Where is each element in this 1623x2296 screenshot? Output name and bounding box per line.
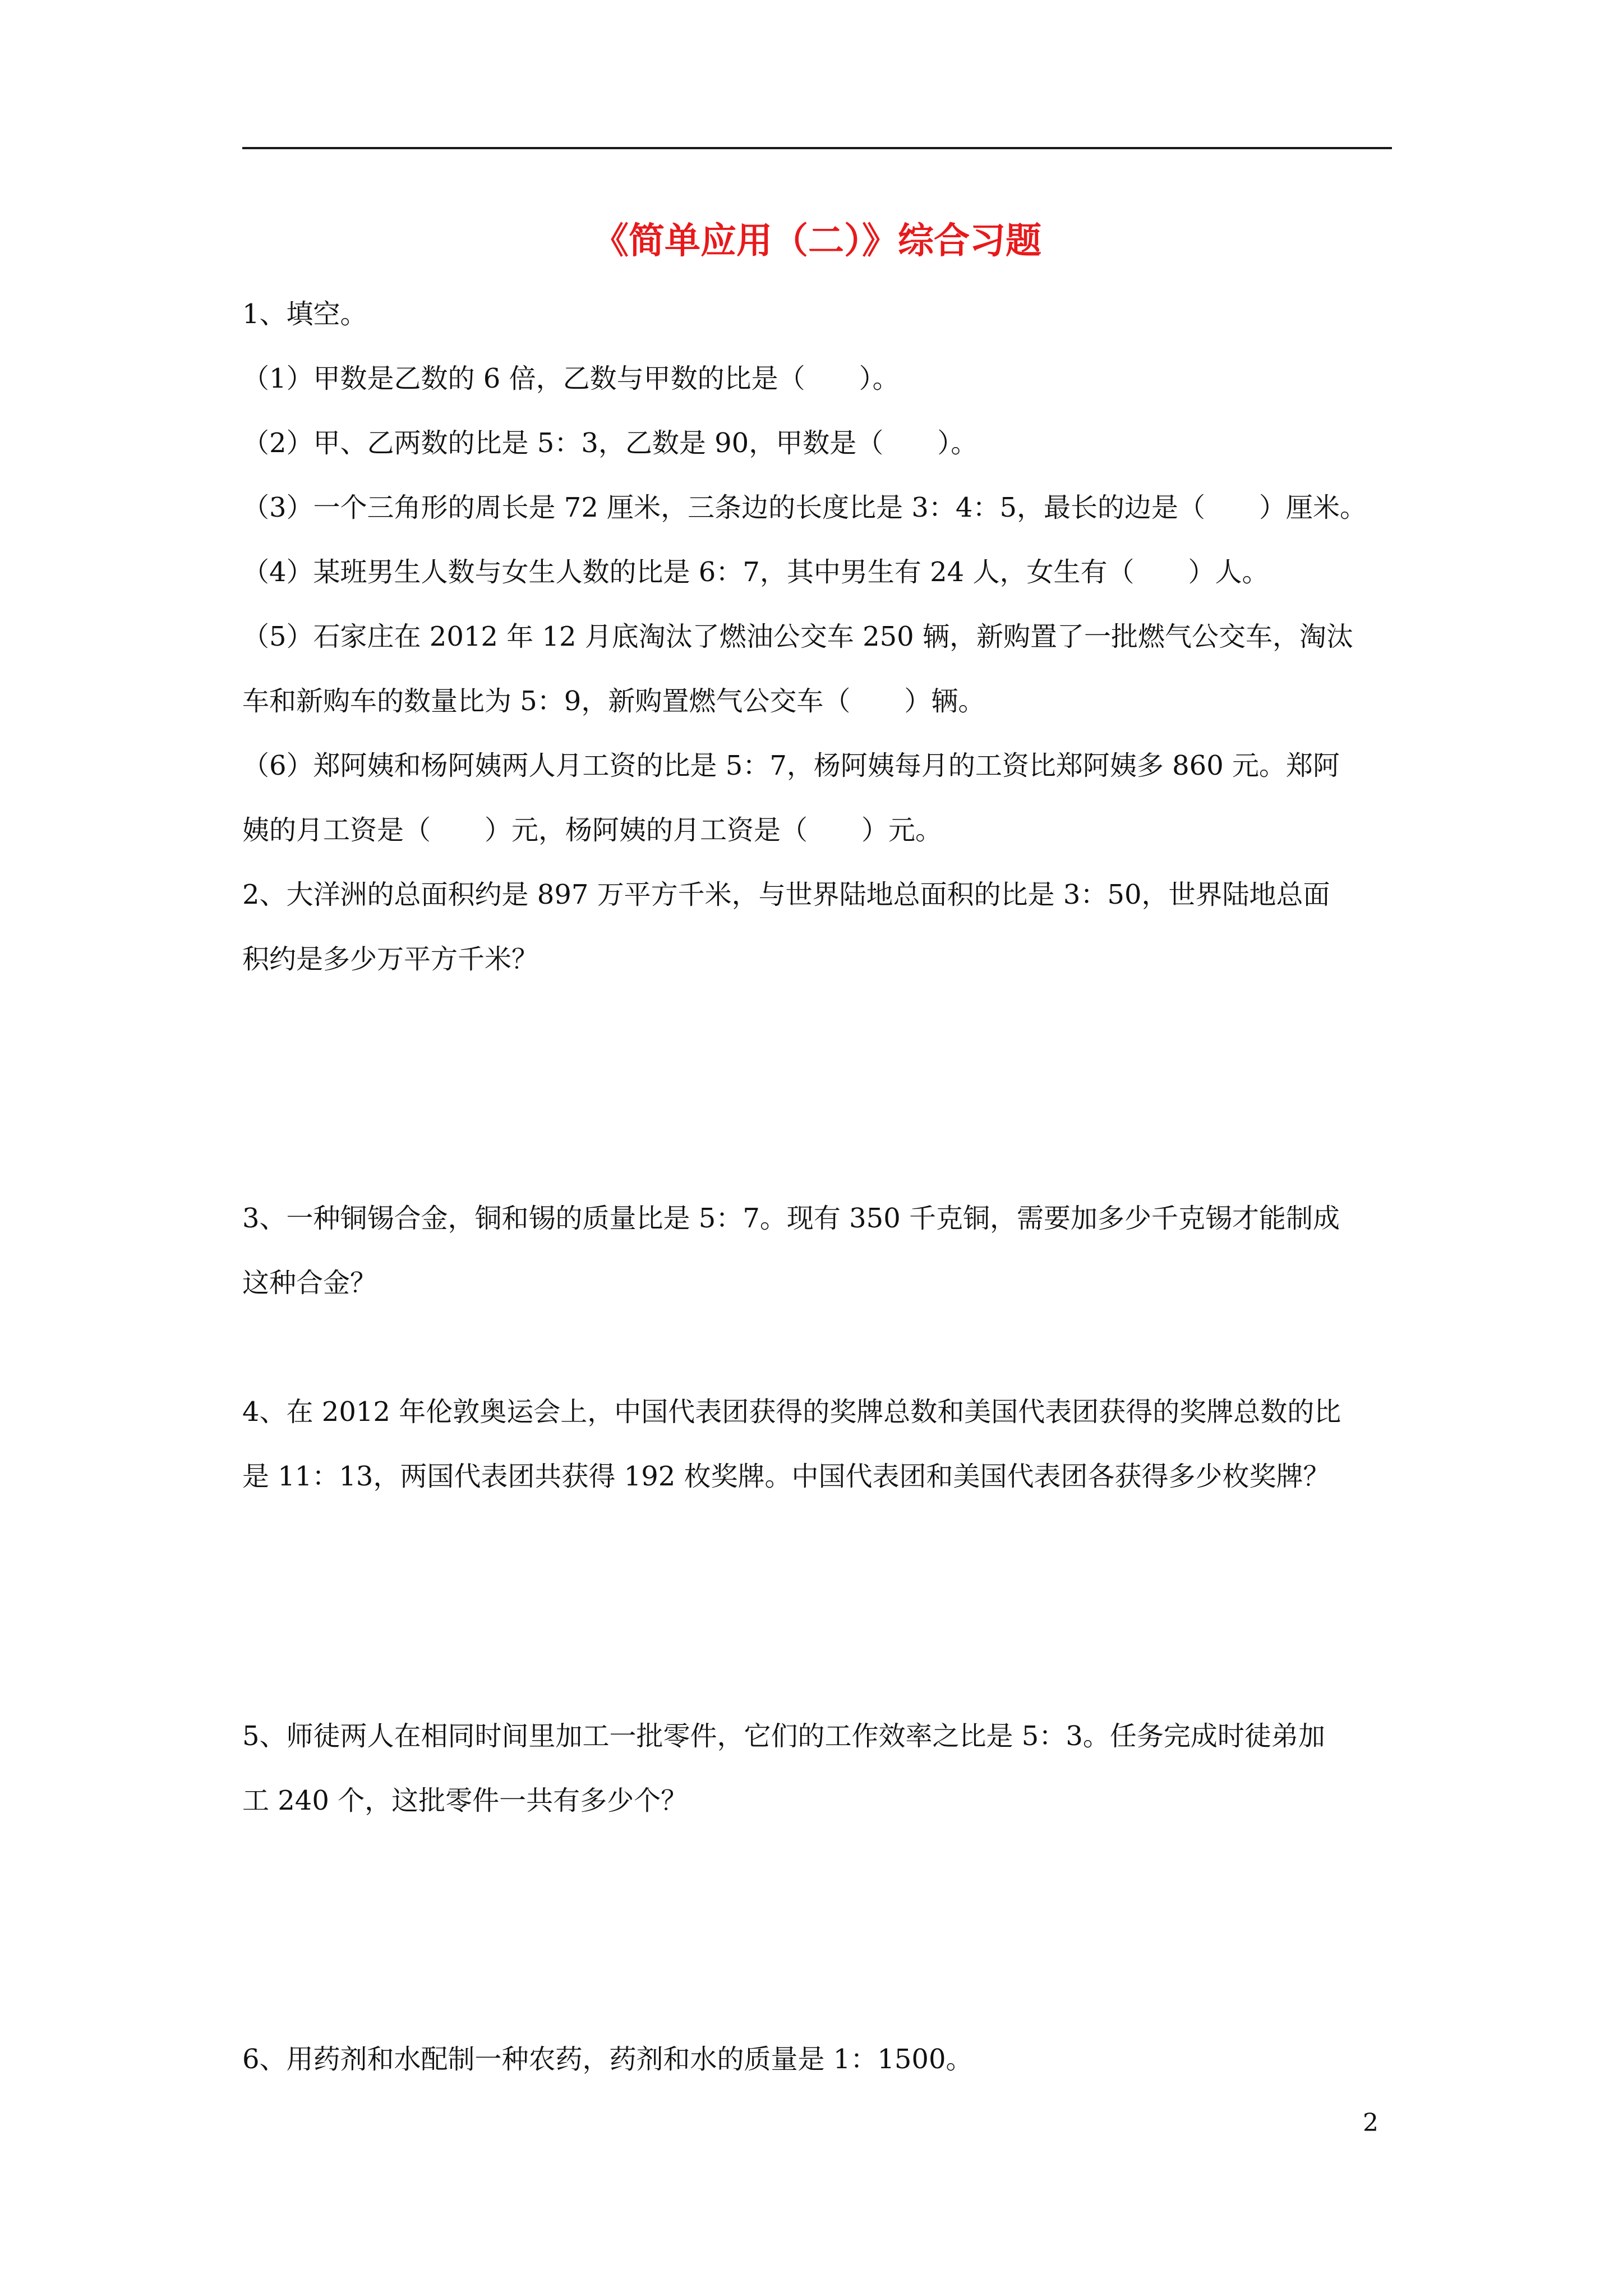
header-rule [242,147,1392,149]
question-1-item-4: （4）某班男生人数与女生人数的比是 6：7，其中男生有 24 人，女生有（ ）人。 [242,556,1269,588]
page-number: 2 [1363,2109,1378,2137]
question-6-line-1: 6、用药剂和水配制一种农药，药剂和水的质量是 1：1500。 [242,2044,973,2075]
question-1-item-1: （1）甲数是乙数的 6 倍，乙数与甲数的比是（ ）。 [242,363,900,394]
page-title: 《简单应用（二）》综合习题 [593,220,1041,262]
question-1-item-3: （3）一个三角形的周长是 72 厘米，三条边的长度比是 3：4：5，最长的边是（ ）厘米。 [242,492,1367,523]
question-1-item-5-line-1: （5）石家庄在 2012 年 12 月底淘汰了燃油公交车 250 辆，新购置了一批燃气公交车，淘汰 [242,621,1353,652]
question-2-line-2: 积约是多少万平方千米？ [242,944,539,975]
question-5-line-2: 工 240 个，这批零件一共有多少个？ [242,1785,688,1816]
question-1-heading: 1、填空。 [242,298,367,330]
question-1-item-6-line-1: （6）郑阿姨和杨阿姨两人月工资的比是 5：7，杨阿姨每月的工资比郑阿姨多 860 元。郑阿 [242,750,1340,781]
question-3-line-1: 3、一种铜锡合金，铜和锡的质量比是 5：7。现有 350 千克铜，需要加多少千克锡才能制成 [242,1203,1340,1234]
question-3-line-2: 这种合金？ [242,1267,377,1299]
question-1-item-6-line-2: 姨的月工资是（ ）元，杨阿姨的月工资是（ ）元。 [242,815,943,846]
question-1-item-5-line-2: 车和新购车的数量比为 5：9，新购置燃气公交车（ ）辆。 [242,685,985,717]
question-4-line-1: 4、在 2012 年伦敦奥运会上，中国代表团获得的奖牌总数和美国代表团获得的奖牌总数的比 [242,1396,1341,1428]
question-4-line-2: 是 11：13，两国代表团共获得 192 枚奖牌。中国代表团和美国代表团各获得多少枚奖牌？ [242,1461,1330,1492]
question-2-line-1: 2、大洋洲的总面积约是 897 万平方千米，与世界陆地总面积的比是 3：50，世界陆地总面 [242,879,1330,910]
question-1-item-2: （2）甲、乙两数的比是 5：3，乙数是 90，甲数是（ ）。 [242,427,978,459]
question-5-line-1: 5、师徒两人在相同时间里加工一批零件，它们的工作效率之比是 5：3。任务完成时徒弟加 [242,1720,1325,1752]
